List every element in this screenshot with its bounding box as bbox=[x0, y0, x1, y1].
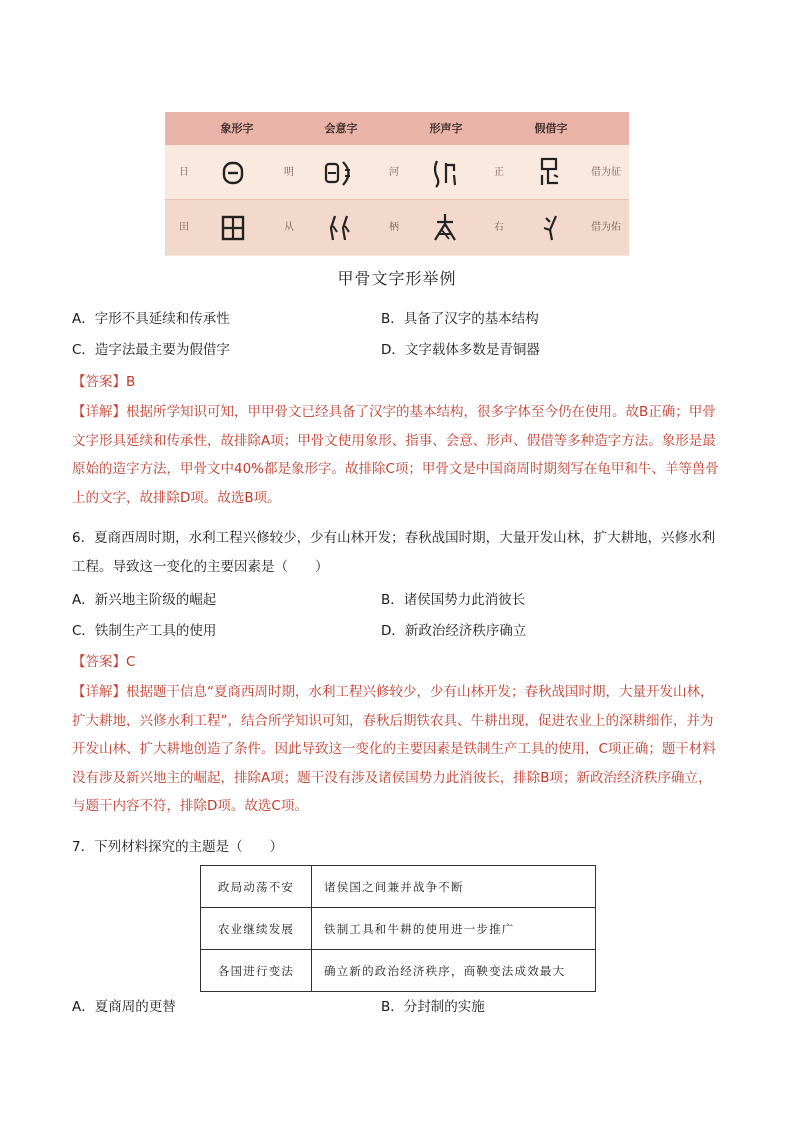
oracle-bone-figure bbox=[165, 112, 629, 256]
q6-answer bbox=[72, 653, 135, 671]
table-cell: 农业继续发展 bbox=[201, 908, 312, 950]
modern-character: 日 bbox=[179, 167, 189, 178]
figure-category: 象形字 bbox=[220, 122, 254, 135]
materials-table bbox=[200, 865, 596, 992]
table-cell: 政局动荡不安 bbox=[201, 866, 312, 908]
figure-note: 借为征 bbox=[591, 167, 621, 178]
modern-character: 右 bbox=[494, 222, 504, 233]
modern-character: 正 bbox=[494, 167, 504, 178]
q5-answer bbox=[72, 373, 135, 391]
figure-caption: 甲骨文字形举例 bbox=[337, 269, 457, 288]
oracle-glyph-cong bbox=[320, 210, 360, 246]
table-cell: 确立新的政治经济秩序，商鞅变法成效最大 bbox=[312, 950, 596, 992]
q6-stem: 6．夏商西周时期，水利工程兴修较少，少有山林开发；春秋战国时期，大量开发山林，扩大耕地，兴修水利工程。导致这一变化的主要因素是（ ） bbox=[72, 530, 716, 575]
detail-label: 【详解】 bbox=[72, 404, 126, 420]
figure-header-row bbox=[165, 112, 629, 145]
q7-option-a: A．夏商周的更替 bbox=[72, 999, 176, 1015]
oracle-glyph-he bbox=[425, 155, 465, 191]
table-cell: 诸侯国之间兼并战争不断 bbox=[312, 866, 596, 908]
oracle-glyph-you bbox=[530, 210, 570, 246]
q7-stem: 7．下列材料探究的主题是（ ） bbox=[72, 839, 284, 855]
figure-row bbox=[165, 145, 629, 200]
table-row bbox=[201, 908, 596, 950]
answer-label: 【答案】 bbox=[72, 654, 126, 670]
q7-option-b: B．分封制的实施 bbox=[381, 999, 485, 1015]
modern-character: 田 bbox=[179, 222, 189, 233]
figure-category: 假借字 bbox=[534, 122, 568, 135]
figure-category: 形声字 bbox=[429, 122, 463, 135]
oracle-glyph-ri bbox=[213, 155, 253, 191]
figure-note: 借为佑 bbox=[591, 222, 621, 233]
q6-option-d: D．新政治经济秩序确立 bbox=[381, 623, 527, 639]
modern-character: 柄 bbox=[389, 222, 399, 233]
oracle-glyph-bing bbox=[425, 210, 465, 246]
q5-option-b: B．具备了汉字的基本结构 bbox=[381, 311, 539, 327]
modern-character: 明 bbox=[284, 167, 294, 178]
table-row bbox=[201, 950, 596, 992]
answer-value: B bbox=[126, 374, 136, 390]
figure-category: 会意字 bbox=[324, 122, 358, 135]
table-cell: 各国进行变法 bbox=[201, 950, 312, 992]
detail-label: 【详解】 bbox=[72, 684, 126, 700]
q5-option-a: A．字形不具延续和传承性 bbox=[72, 311, 230, 327]
modern-character: 河 bbox=[389, 167, 399, 178]
oracle-glyph-ming bbox=[320, 155, 360, 191]
q5-option-d: D．文字载体多数是青铜器 bbox=[381, 342, 540, 358]
oracle-glyph-tian bbox=[213, 210, 253, 246]
q5-detail bbox=[72, 398, 724, 512]
answer-value: C bbox=[126, 654, 136, 670]
answer-label: 【答案】 bbox=[72, 374, 126, 390]
q6-option-a: A．新兴地主阶级的崛起 bbox=[72, 592, 217, 608]
modern-character: 从 bbox=[284, 222, 294, 233]
table-row bbox=[201, 866, 596, 908]
q6-detail bbox=[72, 678, 724, 821]
q6-option-c: C．铁制生产工具的使用 bbox=[72, 623, 217, 639]
detail-text: 根据题干信息“夏商西周时期，水利工程兴修较少，少有山林开发；春秋战国时期，大量开发山林，扩大耕地，兴修水利工程”，结合所学知识可知，春秋后期铁农具、牛耕出现，促进农业上的深耕细作，并为开发山林、扩大耕地创造了条件。因此导致这一变化的主要因素是铁制生产工具的使用，C项正确；题干材料没有涉及新兴地主的崛起，排除A项；题干没有涉及诸侯国势力此消彼长，排除B项；新政治经济秩序确立，与题干内容不符，排除D项。故选C项。 bbox=[72, 684, 716, 814]
figure-row bbox=[165, 199, 629, 255]
detail-text: 根据所学知识可知，甲甲骨文已经具备了汉字的基本结构，很多字体至今仍在使用。故B正确；甲骨文字形具延续和传承性，故排除A项；甲骨文使用象形、指事、会意、形声、假借等多种造字方法。象形是最原始的造字方法，甲骨文中40%都是象形字。故排除C项；甲骨文是中国商周时期刻写在龟甲和牛、羊等兽骨上的文字，故排除D项。故选B项。 bbox=[72, 404, 719, 506]
q6-option-b: B．诸侯国势力此消彼长 bbox=[381, 592, 526, 608]
oracle-glyph-zheng bbox=[530, 155, 570, 191]
q5-option-c: C．造字法最主要为假借字 bbox=[72, 342, 230, 358]
table-cell: 铁制工具和牛耕的使用进一步推广 bbox=[312, 908, 596, 950]
